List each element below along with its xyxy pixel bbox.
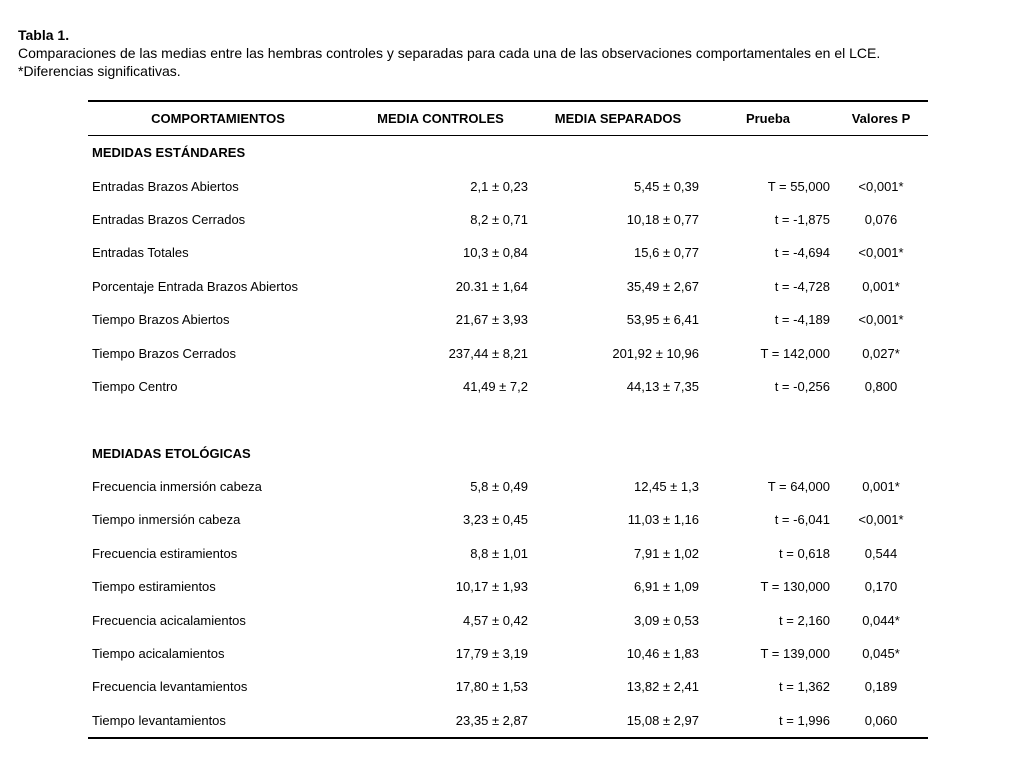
control-mean: 3,23 ± 0,45 — [463, 512, 528, 528]
control-mean: 10,17 ± 1,93 — [455, 579, 528, 595]
table-row — [88, 303, 928, 336]
p-value: 0,045* — [862, 646, 900, 662]
behavior-name: Frecuencia inmersión cabeza — [92, 479, 262, 495]
table-row — [88, 370, 928, 403]
control-mean: 23,35 ± 2,87 — [455, 712, 528, 728]
header-test: Prueba — [745, 111, 791, 126]
p-value: 0,001* — [862, 479, 900, 495]
p-value: 0,001* — [862, 278, 900, 294]
caption-footnote: *Diferencias significativas. — [18, 63, 181, 79]
control-mean: 10,3 ± 0,84 — [463, 245, 528, 261]
separated-mean: 11,03 ± 1,16 — [627, 512, 699, 528]
test-statistic: T = 55,000 — [767, 178, 830, 194]
behavior-name: Tiempo estiramientos — [92, 579, 216, 595]
separated-mean: 35,49 ± 2,67 — [626, 278, 699, 294]
p-value: 0,544 — [864, 545, 898, 561]
section-ethological-heading — [88, 437, 928, 470]
behavior-name: Tiempo acicalamientos — [92, 646, 225, 662]
behavior-name: Frecuencia estiramientos — [92, 545, 238, 561]
table-row — [88, 570, 928, 603]
separated-mean: 15,08 ± 2,97 — [626, 712, 699, 728]
results-table — [88, 100, 928, 739]
p-value: <0,001* — [858, 178, 904, 194]
control-mean: 8,2 ± 0,71 — [470, 211, 528, 227]
p-value: 0,027* — [862, 345, 900, 361]
separated-mean: 13,82 ± 2,41 — [626, 679, 699, 695]
table-row — [88, 670, 928, 703]
control-mean: 8,8 ± 1,01 — [470, 545, 528, 561]
separated-mean: 10,46 ± 1,83 — [626, 646, 699, 662]
control-mean: 237,44 ± 8,21 — [448, 345, 528, 361]
table-row — [88, 336, 928, 369]
test-statistic: t = -4,189 — [774, 312, 830, 328]
separated-mean: 44,13 ± 7,35 — [626, 378, 699, 394]
behavior-name: Entradas Brazos Cerrados — [92, 211, 246, 227]
separated-mean: 5,45 ± 0,39 — [634, 178, 699, 194]
table-row — [88, 503, 928, 536]
separated-mean: 6,91 ± 1,09 — [634, 579, 699, 595]
control-mean: 20.31 ± 1,64 — [455, 278, 528, 294]
behavior-name: Tiempo inmersión cabeza — [92, 512, 241, 528]
table-row — [88, 537, 928, 570]
behavior-name: Frecuencia acicalamientos — [92, 612, 246, 628]
header-controls: MEDIA CONTROLES — [377, 111, 504, 126]
control-mean: 2,1 ± 0,23 — [470, 178, 528, 194]
behavior-name: Tiempo Centro — [92, 378, 178, 394]
test-statistic: T = 139,000 — [760, 646, 830, 662]
header-behaviors: COMPORTAMIENTOS — [151, 111, 285, 126]
test-statistic: t = -0,256 — [774, 378, 830, 394]
test-statistic: t = 0,618 — [779, 545, 830, 561]
p-value: 0,189 — [864, 679, 898, 695]
control-mean: 41,49 ± 7,2 — [463, 378, 528, 394]
separated-mean: 7,91 ± 1,02 — [634, 545, 699, 561]
separated-mean: 53,95 ± 6,41 — [626, 312, 699, 328]
behavior-name: Entradas Brazos Abiertos — [92, 178, 239, 194]
section-title: MEDIDAS ESTÁNDARES — [92, 145, 246, 161]
table-row — [88, 203, 928, 236]
p-value: 0,060 — [864, 712, 898, 728]
p-value: <0,001* — [858, 245, 904, 261]
test-statistic: t = 2,160 — [779, 612, 830, 628]
separated-mean: 15,6 ± 0,77 — [634, 245, 699, 261]
behavior-name: Tiempo levantamientos — [92, 712, 226, 728]
test-statistic: t = -1,875 — [774, 211, 830, 227]
test-statistic: t = 1,996 — [779, 712, 830, 728]
table-row — [88, 236, 928, 269]
behavior-name: Tiempo Brazos Cerrados — [92, 345, 237, 361]
test-statistic: T = 142,000 — [760, 345, 830, 361]
header-p-values: Valores P — [851, 111, 911, 126]
behavior-name: Tiempo Brazos Abiertos — [92, 312, 230, 328]
header-separated: MEDIA SEPARADOS — [554, 111, 682, 126]
caption-title: Tabla 1. — [18, 27, 70, 43]
control-mean: 5,8 ± 0,49 — [470, 479, 528, 495]
test-statistic: t = -4,728 — [774, 278, 830, 294]
separated-mean: 3,09 ± 0,53 — [634, 612, 699, 628]
table-row — [88, 470, 928, 503]
table-caption — [18, 26, 1008, 80]
p-value: <0,001* — [858, 312, 904, 328]
p-value: 0,800 — [864, 378, 898, 394]
p-value: <0,001* — [858, 512, 904, 528]
table-row — [88, 704, 928, 737]
control-mean: 17,79 ± 3,19 — [455, 646, 528, 662]
test-statistic: t = -6,041 — [774, 512, 830, 528]
section-title: MEDIADAS ETOLÓGICAS — [92, 445, 251, 461]
section-standard-heading — [88, 136, 928, 169]
behavior-name: Entradas Totales — [92, 245, 189, 261]
p-value: 0,076 — [864, 211, 898, 227]
control-mean: 4,57 ± 0,42 — [463, 612, 528, 628]
table-row — [88, 169, 928, 202]
test-statistic: T = 130,000 — [760, 579, 830, 595]
table-row — [88, 603, 928, 636]
p-value: 0,044* — [862, 612, 900, 628]
separated-mean: 201,92 ± 10,96 — [612, 345, 699, 361]
behavior-name: Frecuencia levantamientos — [92, 679, 248, 695]
control-mean: 21,67 ± 3,93 — [455, 312, 528, 328]
test-statistic: t = 1,362 — [779, 679, 830, 695]
separated-mean: 12,45 ± 1,3 — [634, 479, 699, 495]
separated-mean: 10,18 ± 0,77 — [626, 211, 699, 227]
control-mean: 17,80 ± 1,53 — [455, 679, 528, 695]
p-value: 0,170 — [864, 579, 898, 595]
section-spacer — [88, 403, 928, 436]
table-header — [88, 102, 928, 136]
test-statistic: T = 64,000 — [767, 479, 830, 495]
behavior-name: Porcentaje Entrada Brazos Abiertos — [92, 278, 298, 294]
caption-description: Comparaciones de las medias entre las hembras controles y separadas para cada una de las observaciones comportamentales en el LCE. — [18, 45, 881, 61]
table-row — [88, 637, 928, 670]
table-row — [88, 270, 928, 303]
test-statistic: t = -4,694 — [774, 245, 830, 261]
